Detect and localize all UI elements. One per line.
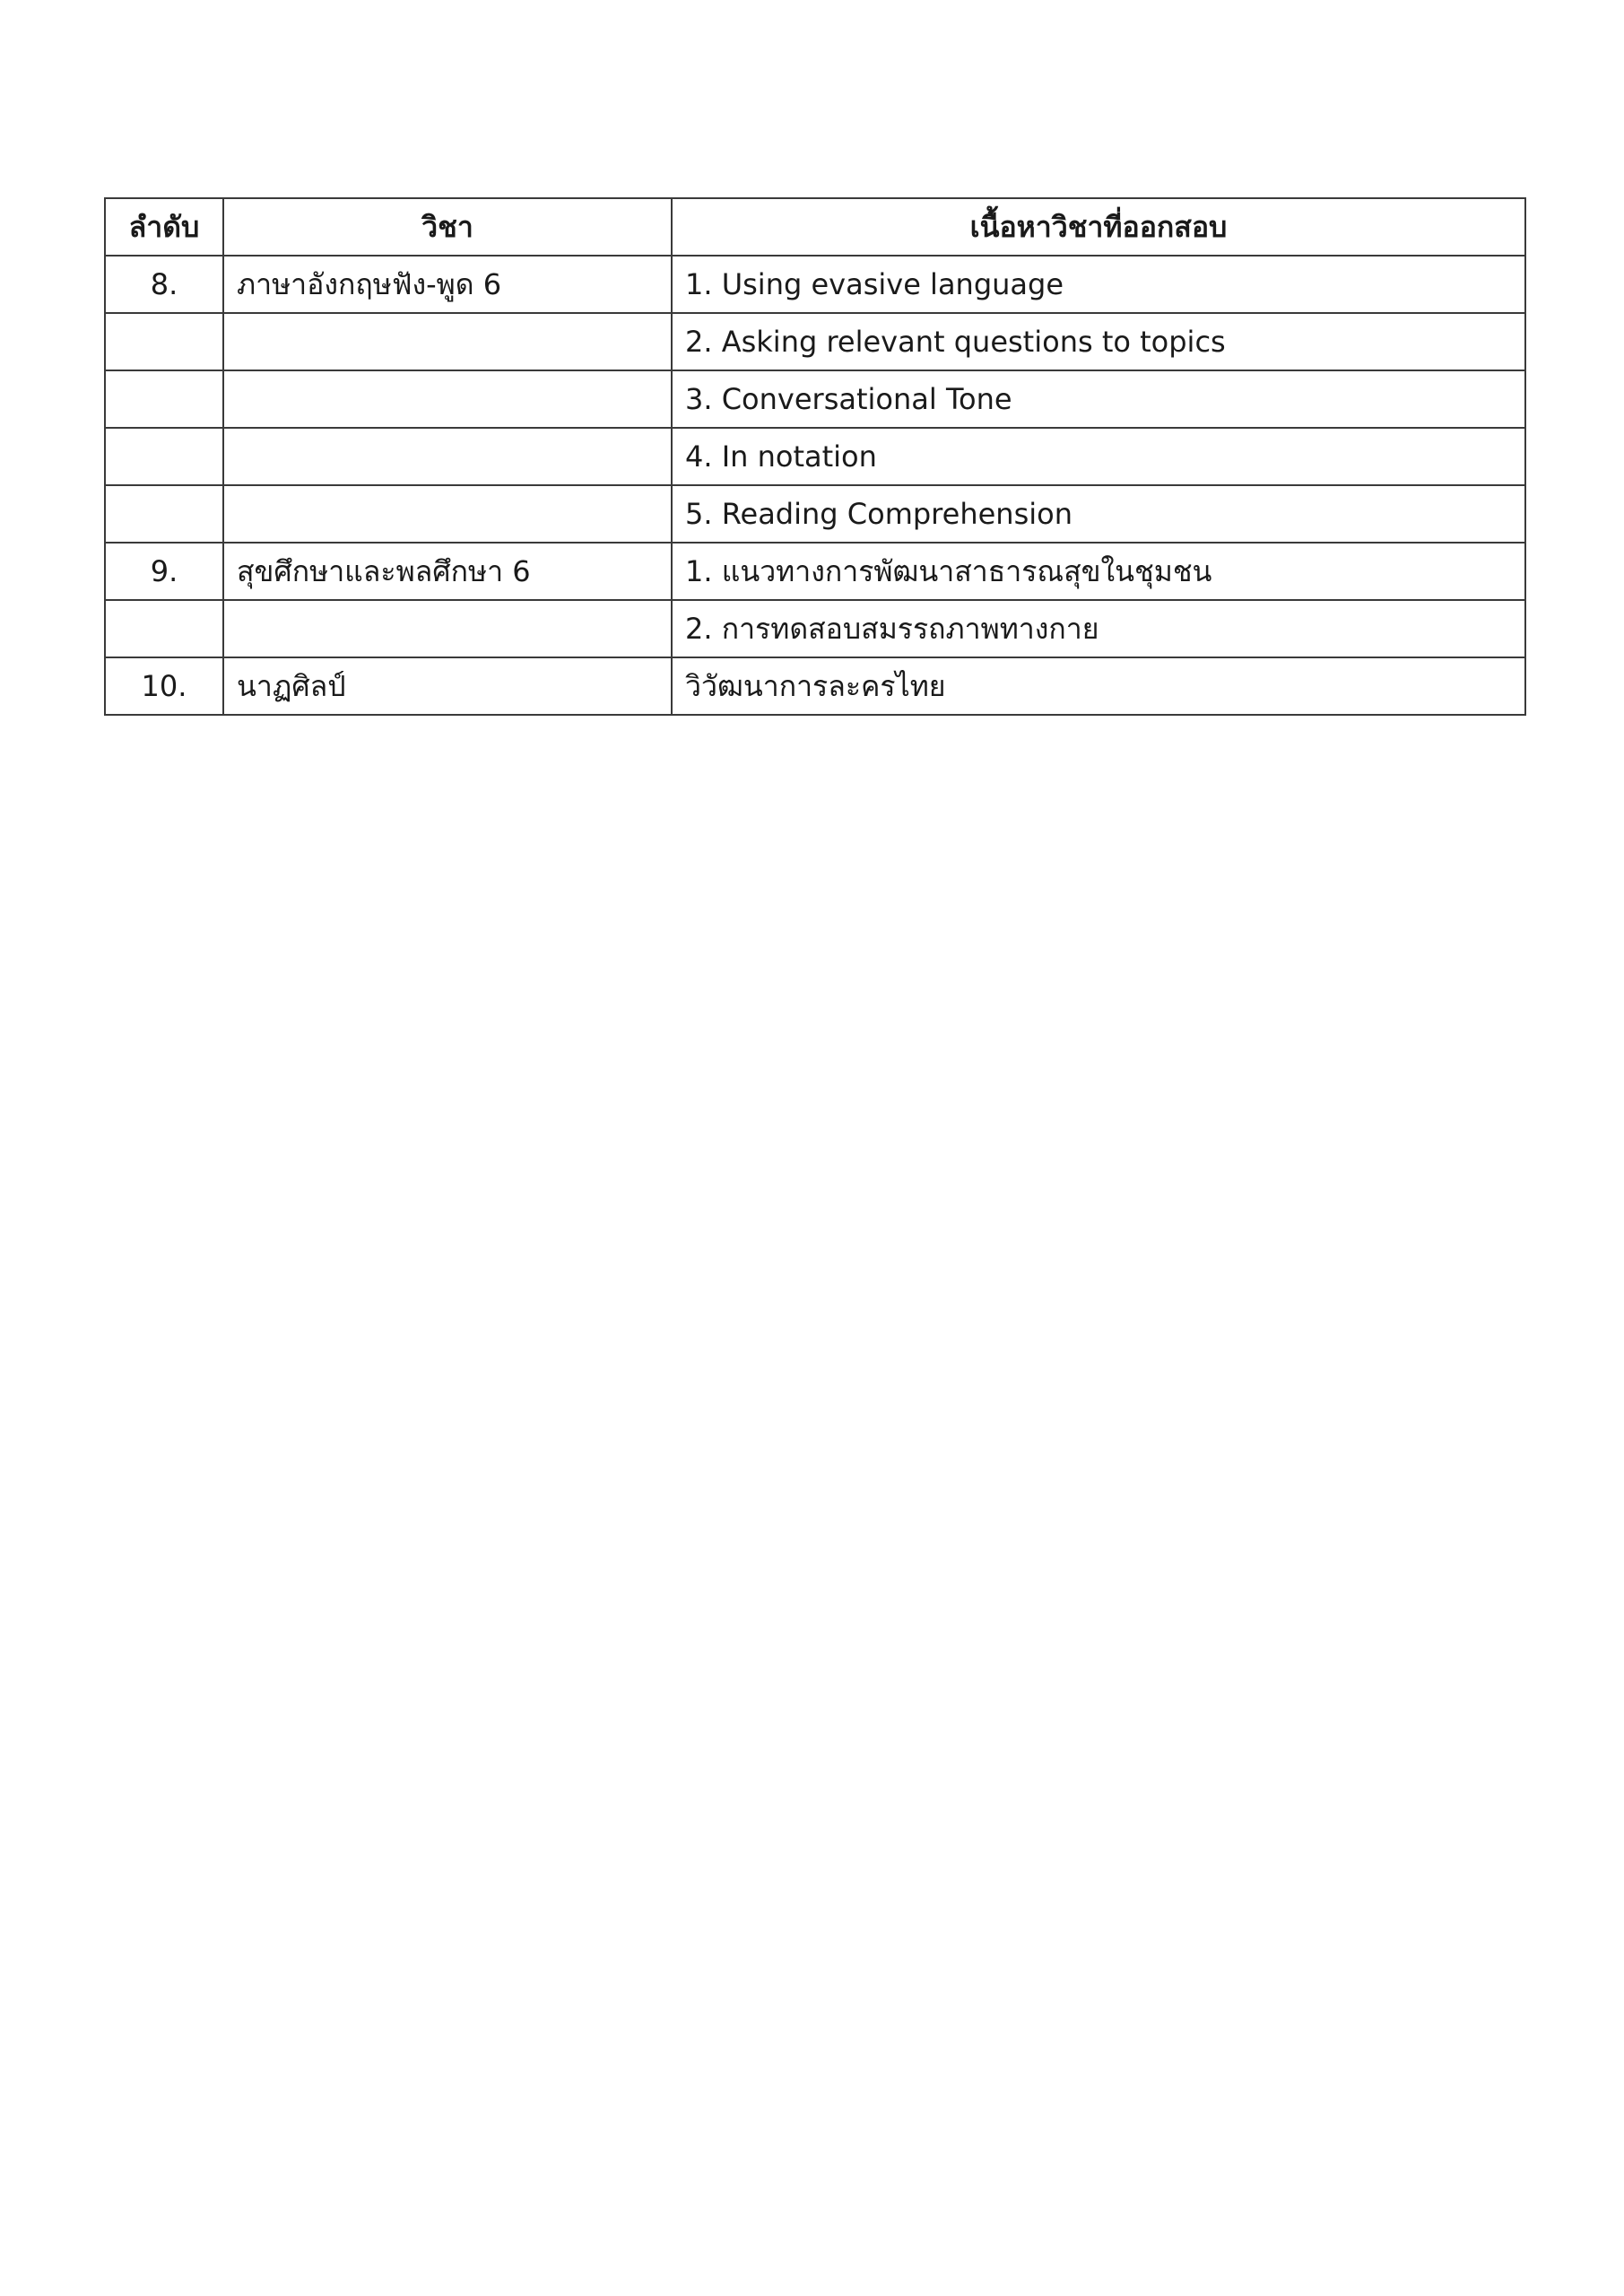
subject-cell	[223, 600, 672, 657]
order-cell: 8.	[105, 256, 223, 313]
content-cell: 1. Using evasive language	[672, 256, 1525, 313]
table-row	[105, 313, 1525, 370]
table-row	[105, 428, 1525, 485]
subject-cell: ภาษาอังกฤษฟัง-พูด 6	[223, 256, 672, 313]
table-header-row	[105, 198, 1525, 256]
content-cell: 2. การทดสอบสมรรถภาพทางกาย	[672, 600, 1525, 657]
table-row	[105, 370, 1525, 428]
header-order: ลำดับ	[105, 198, 223, 256]
order-cell	[105, 600, 223, 657]
header-subject: วิชา	[223, 198, 672, 256]
subject-cell: สุขศึกษาและพลศึกษา 6	[223, 543, 672, 600]
order-cell	[105, 313, 223, 370]
content-cell: 3. Conversational Tone	[672, 370, 1525, 428]
order-cell: 10.	[105, 657, 223, 715]
table-row	[105, 600, 1525, 657]
content-cell: 1. แนวทางการพัฒนาสาธารณสุขในชุมชน	[672, 543, 1525, 600]
subject-cell	[223, 313, 672, 370]
order-cell: 9.	[105, 543, 223, 600]
exam-content-table	[104, 197, 1526, 716]
table-row	[105, 657, 1525, 715]
subject-cell	[223, 485, 672, 543]
subject-cell	[223, 370, 672, 428]
content-cell: 4. In notation	[672, 428, 1525, 485]
order-cell	[105, 370, 223, 428]
order-cell	[105, 428, 223, 485]
content-cell: วิวัฒนาการละครไทย	[672, 657, 1525, 715]
content-cell: 5. Reading Comprehension	[672, 485, 1525, 543]
subject-cell: นาฏศิลป์	[223, 657, 672, 715]
table-row	[105, 543, 1525, 600]
content-cell: 2. Asking relevant questions to topics	[672, 313, 1525, 370]
header-content: เนื้อหาวิชาที่ออกสอบ	[672, 198, 1525, 256]
table-row	[105, 256, 1525, 313]
subject-cell	[223, 428, 672, 485]
table-row	[105, 485, 1525, 543]
order-cell	[105, 485, 223, 543]
